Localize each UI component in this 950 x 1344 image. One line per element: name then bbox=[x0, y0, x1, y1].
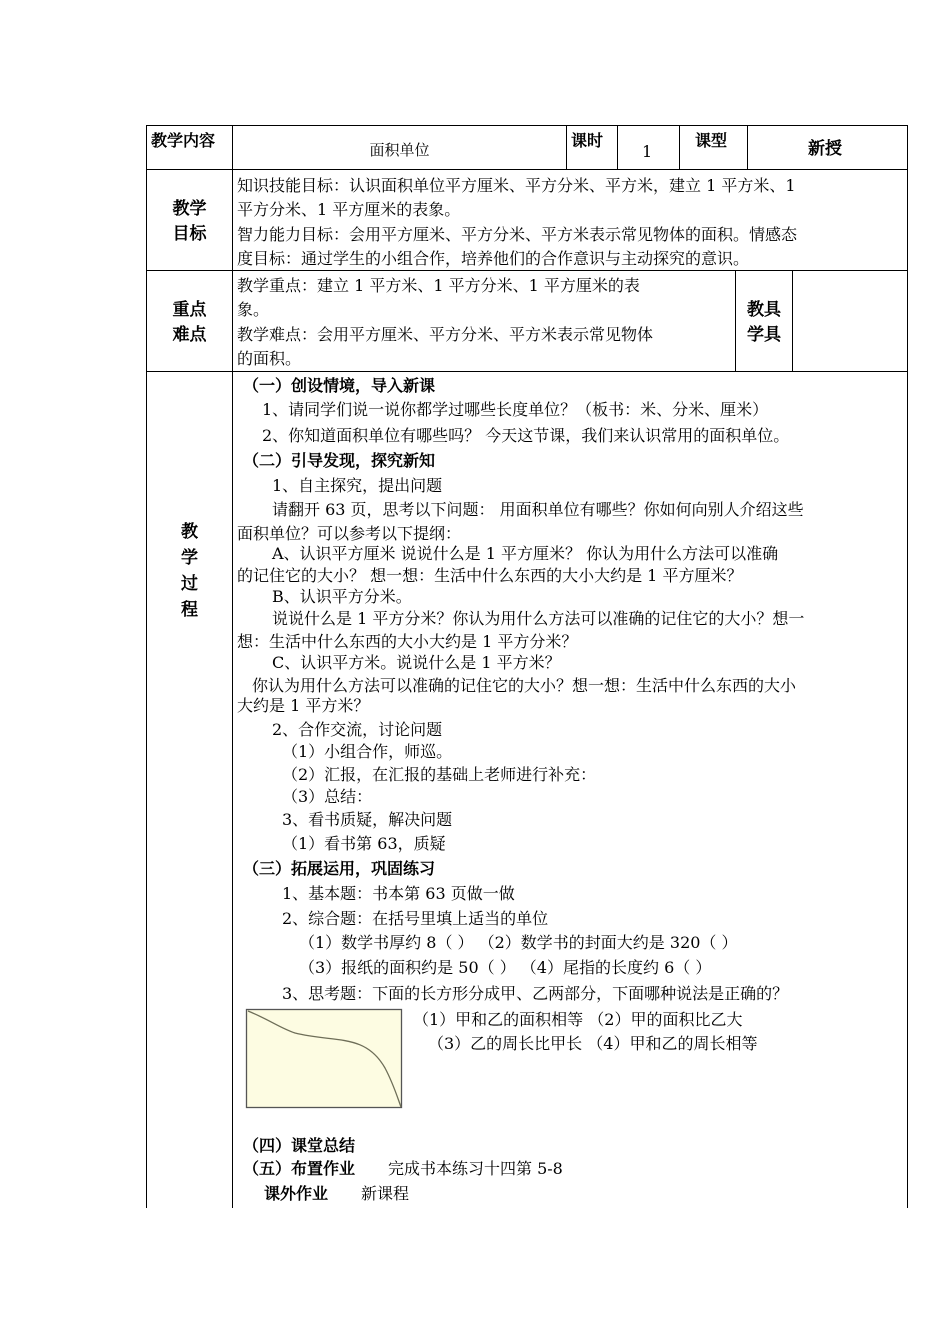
homework-text: 完成书本练习十四第 5-8 bbox=[388, 1159, 563, 1178]
teaching-tools-label: 学具 bbox=[747, 325, 781, 345]
section-heading: （五）布置作业 bbox=[243, 1159, 356, 1178]
process-line: 想：生活中什么东西的大小大约是 1 平方分米？ bbox=[237, 632, 578, 651]
type-value: 新授 bbox=[808, 139, 842, 159]
process-label: 学 bbox=[181, 548, 198, 568]
goals-line: 度目标：通过学生的小组合作，培养他们的合作意识与主动探究的意识。 bbox=[237, 249, 750, 268]
table-border-top bbox=[146, 125, 908, 126]
column-divider bbox=[679, 125, 680, 169]
hours-label: 课时 bbox=[571, 131, 604, 150]
option-line: （1）甲和乙的面积相等 （2）甲的面积比乙大 bbox=[413, 1010, 743, 1029]
process-line: 2、你知道面积单位有哪些吗？ 今天这节课，我们来认识常用的面积单位。 bbox=[262, 426, 790, 445]
column-divider bbox=[232, 125, 233, 1208]
key-points-line: 教学重点：建立 1 平方米、1 平方分米、1 平方厘米的表 bbox=[237, 276, 640, 295]
process-line: （1）小组合作，师巡。 bbox=[282, 742, 453, 761]
row-divider bbox=[146, 169, 908, 170]
process-line: B、认识平方分米。 bbox=[272, 587, 412, 606]
process-line: C、认识平方米。说说什么是 1 平方米？ bbox=[272, 653, 561, 672]
process-line: （3）总结： bbox=[282, 787, 373, 806]
process-line: 1、自主探究，提出问题 bbox=[272, 476, 443, 495]
section-heading: （一）创设情境，导入新课 bbox=[243, 376, 436, 395]
column-divider bbox=[747, 125, 748, 169]
process-line: 2、综合题：在括号里填上适当的单位 bbox=[282, 909, 549, 928]
process-line: A、认识平方厘米 说说什么是 1 平方厘米？ 你认为用什么方法可以准确 bbox=[272, 544, 779, 563]
process-label: 程 bbox=[181, 600, 198, 620]
section-heading: （三）拓展运用，巩固练习 bbox=[243, 859, 436, 878]
process-line: 面积单位？可以参考以下提纲： bbox=[237, 524, 462, 543]
process-label: 教 bbox=[181, 522, 198, 542]
extra-homework-label: 课外作业 bbox=[264, 1184, 329, 1203]
goals-line: 知识技能目标：认识面积单位平方厘米、平方分米、平方米，建立 1 平方米、1 bbox=[237, 176, 796, 195]
content-label: 教学内容 bbox=[151, 131, 216, 150]
column-divider bbox=[566, 125, 567, 169]
extra-homework-text: 新课程 bbox=[361, 1184, 410, 1203]
process-line: 说说什么是 1 平方分米？你认为用什么方法可以准确的记住它的大小？想一 bbox=[272, 609, 805, 628]
column-divider bbox=[792, 270, 793, 371]
process-line: 3、思考题：下面的长方形分成甲、乙两部分，下面哪种说法是正确的？ bbox=[282, 984, 789, 1003]
row-divider bbox=[146, 371, 908, 372]
key-points-label: 难点 bbox=[172, 325, 207, 345]
process-line: 1、基本题：书本第 63 页做一做 bbox=[282, 884, 515, 903]
key-points-line: 象。 bbox=[237, 300, 270, 319]
option-line: （3）乙的周长比甲长 （4）甲和乙的周长相等 bbox=[428, 1034, 758, 1053]
column-divider bbox=[617, 125, 618, 169]
exercise-line: （1）数学书厚约 8（ ） （2）数学书的封面大约是 320（ ） bbox=[299, 933, 738, 952]
section-heading: （四）课堂总结 bbox=[243, 1136, 356, 1155]
process-line: 的记住它的大小？ 想一想：生活中什么东西的大小大约是 1 平方厘米？ bbox=[237, 566, 743, 585]
process-line: 大约是 1 平方米？ bbox=[237, 696, 370, 715]
table-border-right bbox=[907, 125, 908, 1208]
exercise-line: （3）报纸的面积约是 50（ ） （4）尾指的长度约 6（ ） bbox=[299, 958, 712, 977]
table-border-left bbox=[146, 125, 147, 1208]
hours-value: 1 bbox=[642, 142, 653, 161]
key-points-line: 教学难点：会用平方厘米、平方分米、平方米表示常见物体 bbox=[237, 325, 654, 344]
key-points-line: 的面积。 bbox=[237, 349, 302, 368]
type-label: 课型 bbox=[695, 131, 728, 150]
process-line: （2）汇报，在汇报的基础上老师进行补充： bbox=[282, 765, 597, 784]
teaching-tools-label: 教具 bbox=[747, 300, 781, 320]
goals-label: 教学 bbox=[172, 199, 207, 219]
process-line: 你认为用什么方法可以准确的记住它的大小？想一想：生活中什么东西的大小 bbox=[252, 676, 797, 695]
goals-line: 平方分米、1 平方厘米的表象。 bbox=[237, 200, 461, 219]
row-divider bbox=[146, 270, 908, 271]
section-heading: （二）引导发现，探究新知 bbox=[243, 451, 436, 470]
process-line: 3、看书质疑，解决问题 bbox=[282, 810, 453, 829]
process-line: （1）看书第 63，质疑 bbox=[282, 834, 446, 853]
process-label: 过 bbox=[181, 574, 198, 594]
key-points-label: 重点 bbox=[172, 300, 207, 320]
process-line: 请翻开 63 页，思考以下问题： 用面积单位有哪些？你如何向别人介绍这些 bbox=[272, 500, 804, 519]
goals-line: 智力能力目标：会用平方厘米、平方分米、平方米表示常见物体的面积。情感态 bbox=[237, 225, 798, 244]
rectangle-figure bbox=[245, 1008, 405, 1110]
goals-label: 目标 bbox=[172, 224, 207, 244]
content-value: 面积单位 bbox=[369, 141, 430, 159]
process-line: 1、请同学们说一说你都学过哪些长度单位？（板书：米、分米、厘米） bbox=[262, 400, 769, 419]
process-line: 2、合作交流，讨论问题 bbox=[272, 720, 443, 739]
